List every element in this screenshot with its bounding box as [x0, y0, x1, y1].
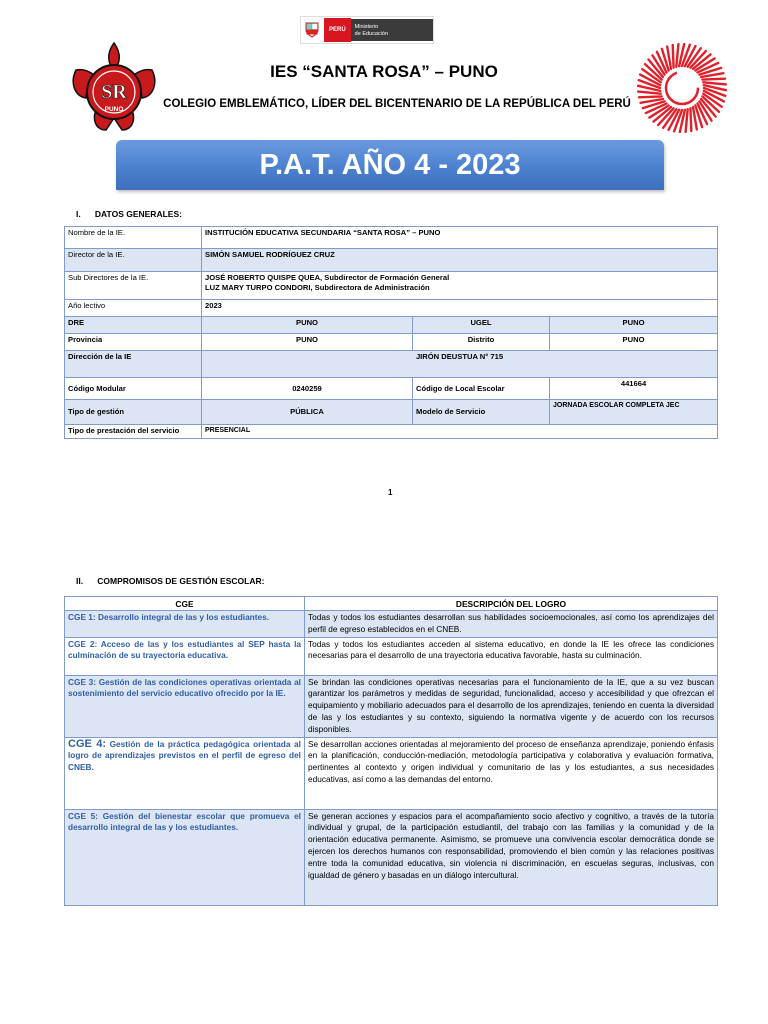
description-cell: Se brindan las condiciones operativas necesarias para el funcionamiento de la IE, que a su vez buscan garantizar los parámetros y medidas de seguridad, funcionalidad, acceso y accesibilidad y que ofrezcan el equipamiento y mobiliario adecuados para el desarrollo de los aprendizajes, teniendo en cuenta la diversidad de las y los estudiantes y su contexto, siguiendo la normativa vigente y de acuerdo con los recursos disponibles. — [305, 675, 718, 737]
row-label: Sub Directores de la IE. — [65, 272, 202, 300]
cge-cell — [65, 737, 305, 809]
logo-sr-letters: SR — [101, 81, 127, 103]
row-label: Dirección de la IE — [65, 351, 202, 378]
table-row — [65, 334, 718, 351]
row-value: 2023 — [202, 300, 718, 317]
row-label: Nombre de la IE. — [65, 227, 202, 249]
table-row — [65, 425, 718, 439]
table-row — [65, 611, 718, 638]
page-number: 1 — [388, 488, 393, 497]
row-value — [202, 272, 718, 300]
row-label: Código Modular — [65, 378, 202, 400]
cge-code: CGE 3: — [68, 676, 97, 687]
table-header-row — [65, 597, 718, 611]
logo-sr-city: PUNO — [104, 106, 124, 113]
row-value: SIMÓN SAMUEL RODRÍGUEZ CRUZ — [202, 249, 718, 272]
table-row — [65, 378, 718, 400]
ministry-label — [351, 19, 433, 41]
table-row — [65, 300, 718, 317]
pat-banner: P.A.T. AÑO 4 - 2023 — [116, 140, 664, 190]
cge-text: Acceso de las y los estudiantes al SEP hasta la culminación de su trayectoria educativa. — [68, 638, 301, 661]
row-label: Tipo de prestación del servicio — [65, 425, 202, 439]
school-logo-sr — [66, 40, 162, 134]
row-label: Modelo de Servicio — [413, 400, 550, 425]
emblem-ray — [703, 82, 726, 84]
school-subtitle: COLEGIO EMBLEMÁTICO, LÍDER DEL BICENTENARIO DE LA REPÚBLICA DEL PERÚ — [163, 98, 631, 110]
description-cell: Todas y todos los estudiantes desarrollan sus habilidades socioemocionales, así como los aprendizajes del perfil de egreso establecidos en el CNEB. — [305, 611, 718, 638]
row-label: UGEL — [413, 317, 550, 334]
description-cell: Todas y todos los estudiantes acceden al sistema educativo, en donde la IE les ofrece las condiciones necesarias para el desarrollo de una trayectoria educativa favorable, hasta su culminación. — [305, 637, 718, 675]
subdirector-1: JOSÉ ROBERTO QUISPE QUEA, Subdirector de Formación General — [205, 273, 450, 282]
table-row — [65, 317, 718, 334]
description-cell: Se generan acciones y espacios para el acompañamiento socio afectivo y cognitivo, a través de la tutoría individual y grupal, de la participación estudiantil, del trabajo con las familias y la comunidad y de la orientación educativa permanente. Asimismo, se promueve una convivencia escolar democrática donde se ejercen los derechos humanos con responsabilidad, promoviendo el bien común y las relaciones positivas entre toda la comunidad educativa, sin violencia ni discriminación, en escuelas seguras, inclusivas, con igualdad de género y basadas en un diálogo intercultural. — [305, 809, 718, 905]
row-value: 0240259 — [202, 378, 413, 400]
emblem-logo — [634, 40, 730, 136]
cge-cell — [65, 675, 305, 737]
column-header-cge: CGE — [65, 597, 305, 611]
cge-text: Gestión del bienestar escolar que promueva el desarrollo integral de las y los estudiantes. — [68, 810, 301, 833]
row-label: Director de la IE. — [65, 249, 202, 272]
row-label: Tipo de gestión — [65, 400, 202, 425]
table-row — [65, 249, 718, 272]
cge-code: CGE 2: — [68, 638, 98, 649]
peru-label: PERÚ — [324, 18, 351, 42]
row-value: PUNO — [202, 317, 413, 334]
row-label: Distrito — [413, 334, 550, 351]
cge-cell — [65, 637, 305, 675]
cge-text: Desarrollo integral de las y los estudiantes. — [95, 612, 270, 622]
subdirector-2: LUZ MARY TURPO CONDORI, Subdirectora de Administración — [205, 283, 430, 292]
cge-cell — [65, 611, 305, 638]
table-row — [65, 400, 718, 425]
row-value: JORNADA ESCOLAR COMPLETA JEC — [550, 400, 718, 425]
table-row — [65, 272, 718, 300]
table-row — [65, 637, 718, 675]
ministry-line2: de Educación — [354, 30, 389, 37]
column-header-descripcion: DESCRIPCIÓN DEL LOGRO — [305, 597, 718, 611]
table-row — [65, 227, 718, 249]
cge-code: CGE 4: — [68, 737, 106, 750]
datos-generales-table — [64, 226, 718, 439]
ministry-line1: Ministerio — [354, 24, 379, 30]
row-value: INSTITUCIÓN EDUCATIVA SECUNDARIA “SANTA ROSA” – PUNO — [202, 227, 718, 249]
cge-text: Gestión de la práctica pedagógica orientada al logro de aprendizajes previstos en el perfil de egreso del CNEB. — [68, 738, 301, 773]
emblem-ray — [638, 92, 661, 94]
school-title: IES “SANTA ROSA” – PUNO — [270, 62, 498, 81]
row-value: PRESENCIAL — [202, 425, 718, 439]
cge-text: Gestión de las condiciones operativas orientada al sostenimiento del servicio educativo ofrecido por la IE. — [68, 676, 301, 699]
table-row — [65, 351, 718, 378]
row-label: Código de Local Escolar — [413, 378, 550, 400]
row-value: PUNO — [202, 334, 413, 351]
description-cell: Se desarrollan acciones orientadas al mejoramiento del proceso de enseñanza aprendizaje, poniendo énfasis en la planificación, conducción-mediación, metodología participativa y colaborativa y evaluación formativa, pertinentes al contexto y origen individual y comunitario de las y los estudiantes, a sus necesidades educativas, así como a las demandas del entorno. — [305, 737, 718, 809]
coat-of-arms-icon — [304, 21, 320, 39]
table-row — [65, 809, 718, 905]
table-row — [65, 675, 718, 737]
row-label: DRE — [65, 317, 202, 334]
row-value: PUNO — [550, 317, 718, 334]
row-label: Provincia — [65, 334, 202, 351]
section-heading-datos-generales: I. DATOS GENERALES: — [76, 209, 182, 219]
row-value: PÚBLICA — [202, 400, 413, 425]
row-label: Año lectivo — [65, 300, 202, 317]
row-value: PUNO — [550, 334, 718, 351]
table-row — [65, 737, 718, 809]
emblem-ray — [690, 108, 691, 131]
cge-cell — [65, 809, 305, 905]
compromisos-table — [64, 596, 718, 906]
emblem-ray — [686, 109, 688, 132]
cge-code: CGE 5: — [68, 810, 99, 821]
row-value: JIRÓN DEUSTUA N° 715 — [202, 351, 718, 378]
ministry-logo — [300, 16, 434, 44]
section-heading-compromisos: II. COMPROMISOS DE GESTIÓN ESCOLAR: — [76, 576, 265, 586]
cge-code: CGE 1: — [68, 612, 96, 622]
row-value: 441664 — [550, 378, 718, 400]
